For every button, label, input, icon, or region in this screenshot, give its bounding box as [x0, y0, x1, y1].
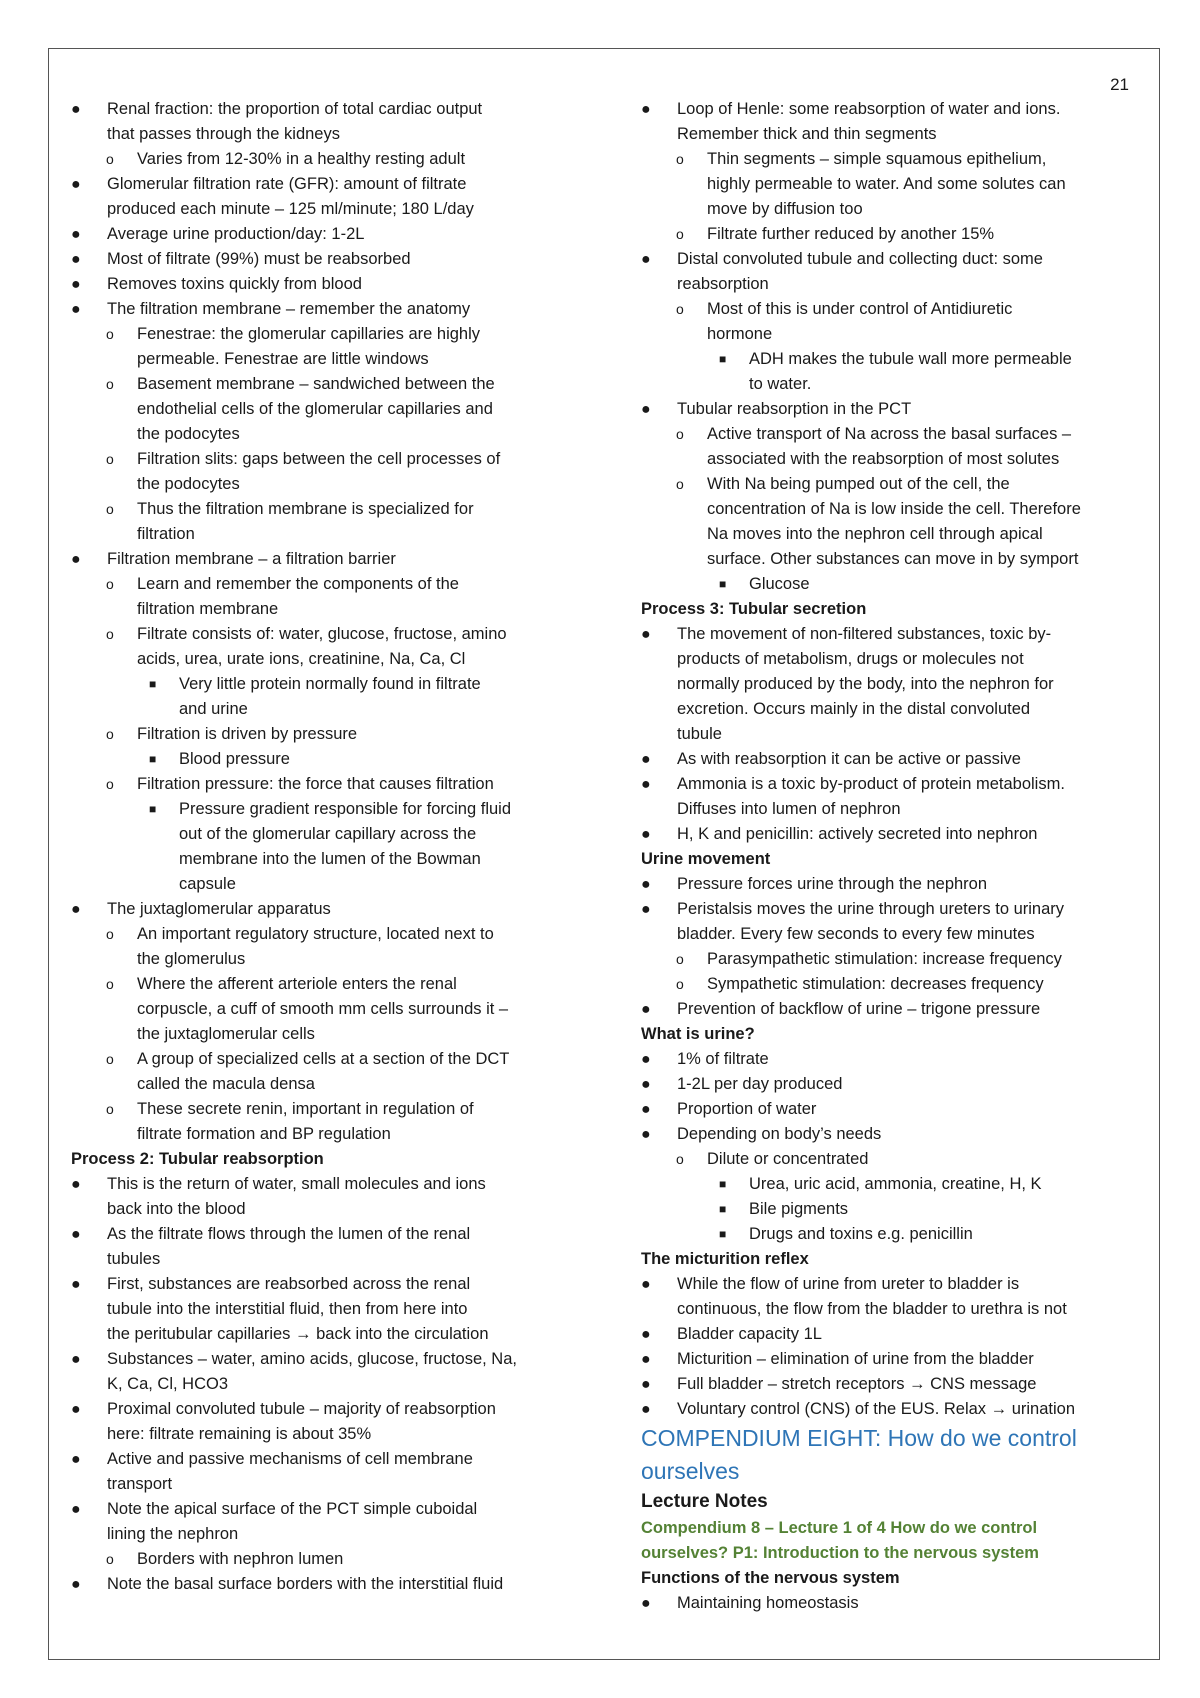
list-item [71, 447, 571, 497]
list-item-line: corpuscle, a cuff of smooth mm cells surrounds it – [137, 1000, 509, 1018]
list-item [71, 1272, 571, 1347]
list-item [71, 772, 571, 797]
list-item-line: to water. [749, 375, 812, 393]
list-item [641, 472, 1141, 572]
list-item-line: that passes through the kidneys [107, 125, 340, 143]
list-item [71, 797, 571, 897]
list-item [71, 1047, 571, 1097]
list-item-line: Micturition – elimination of urine from the bladder [677, 1350, 1034, 1368]
circle-bullet-icon: o [106, 926, 114, 942]
list-item [641, 1097, 1141, 1122]
bullet-icon: ● [71, 176, 81, 193]
list-item-line: Pressure forces urine through the nephron [677, 875, 988, 893]
list-item [641, 297, 1141, 347]
circle-bullet-icon: o [106, 626, 114, 642]
list-item [641, 347, 1141, 397]
list-item-line: Thin segments – simple squamous epithelium, [707, 150, 1047, 168]
list-item-line: here: filtrate remaining is about 35% [107, 1425, 372, 1443]
bullet-icon: ● [641, 1326, 651, 1343]
list-item-line: Filtration membrane – a filtration barrier [107, 550, 396, 568]
list-item [71, 572, 571, 622]
list-item-line: Maintaining homeostasis [677, 1594, 859, 1612]
list-item-line: Removes toxins quickly from blood [107, 275, 362, 293]
list-item-line: Tubular reabsorption in the PCT [677, 400, 912, 418]
compendium-title: COMPENDIUM EIGHT: How do we control [641, 1425, 1077, 1451]
section-heading: Urine movement [641, 850, 771, 868]
list-item-line: Bladder capacity 1L [677, 1325, 822, 1343]
list-item-line: normally produced by the body, into the nephron for [677, 675, 1054, 693]
bullet-icon: ● [641, 826, 651, 843]
section-heading: Process 3: Tubular secretion [641, 600, 867, 618]
list-item-line: back into the blood [107, 1200, 246, 1218]
section-heading: What is urine? [641, 1025, 755, 1043]
list-item [641, 1322, 1141, 1347]
list-item-line: 1-2L per day produced [677, 1075, 843, 1093]
list-item [641, 972, 1141, 997]
list-item [641, 772, 1141, 822]
list-item [71, 1447, 571, 1497]
lecture-heading: Compendium 8 – Lecture 1 of 4 How do we control [641, 1519, 1038, 1537]
circle-bullet-icon: o [676, 476, 684, 492]
left-column [71, 97, 571, 1597]
list-item [71, 1347, 571, 1397]
bullet-icon: ● [71, 301, 81, 318]
list-item-line: reabsorption [677, 275, 769, 293]
list-item [641, 147, 1141, 222]
list-item [71, 372, 571, 447]
list-item [641, 997, 1141, 1022]
page-number: 21 [1110, 75, 1129, 94]
circle-bullet-icon: o [676, 951, 684, 967]
list-item-line: Loop of Henle: some reabsorption of water and ions. [677, 100, 1061, 118]
list-item-line: The juxtaglomerular apparatus [107, 900, 331, 918]
circle-bullet-icon: o [106, 501, 114, 517]
bullet-icon: ● [641, 401, 651, 418]
list-item-line: Most of this is under control of Antidiuretic [707, 300, 1013, 318]
list-item-line: tubules [107, 1250, 161, 1268]
list-item-line: Bile pigments [749, 1200, 849, 1218]
list-item-line: endothelial cells of the glomerular capillaries and [137, 400, 493, 418]
list-item [641, 1047, 1141, 1072]
list-item [641, 1222, 1141, 1247]
list-item-line: membrane into the lumen of the Bowman [179, 850, 481, 868]
list-item [641, 872, 1141, 897]
list-item [71, 147, 571, 172]
circle-bullet-icon: o [676, 301, 684, 317]
list-item [71, 97, 571, 147]
list-item-line: As with reabsorption it can be active or passive [677, 750, 1021, 768]
list-item-line: and urine [179, 700, 248, 718]
compendium-title: ourselves [641, 1458, 740, 1484]
list-item-line: surface. Other substances can move in by symport [707, 550, 1079, 568]
list-item-line: the peritubular capillaries → back into the circulation [107, 1325, 489, 1343]
list-item [71, 972, 571, 1047]
list-item [641, 1272, 1141, 1322]
bullet-icon: ● [641, 251, 651, 268]
list-item [71, 247, 571, 272]
list-item-line: lining the nephron [107, 1525, 239, 1543]
list-item-line: highly permeable to water. And some solutes can [707, 175, 1066, 193]
list-item [641, 1347, 1141, 1372]
list-item [71, 1097, 571, 1147]
section-heading: Functions of the nervous system [641, 1569, 900, 1587]
list-item-line: Proximal convoluted tubule – majority of reabsorption [107, 1400, 496, 1418]
list-item [71, 1572, 571, 1597]
list-item-line: the glomerulus [137, 950, 246, 968]
list-item [641, 1122, 1141, 1147]
list-item [71, 1497, 571, 1547]
list-item-line: the juxtaglomerular cells [137, 1025, 315, 1043]
circle-bullet-icon: o [676, 976, 684, 992]
list-item-line: called the macula densa [137, 1075, 315, 1093]
list-item-line: The movement of non-filtered substances, toxic by- [677, 625, 1052, 643]
list-item-line: H, K and penicillin: actively secreted into nephron [677, 825, 1038, 843]
circle-bullet-icon: o [106, 326, 114, 342]
bullet-icon: ● [71, 1501, 81, 1518]
list-item-line: Thus the filtration membrane is specialized for [137, 500, 474, 518]
list-item-line: Very little protein normally found in filtrate [179, 675, 481, 693]
list-item [641, 822, 1141, 847]
list-item [71, 1172, 571, 1222]
list-item [641, 1197, 1141, 1222]
bullet-icon: ● [71, 1226, 81, 1243]
list-item-line: move by diffusion too [707, 200, 863, 218]
list-item-line: Filtration slits: gaps between the cell processes of [137, 450, 501, 468]
bullet-icon: ● [641, 1101, 651, 1118]
list-item-line: Na moves into the nephron cell through apical [707, 525, 1043, 543]
list-item-line: bladder. Every few seconds to every few minutes [677, 925, 1035, 943]
list-item-line: An important regulatory structure, located next to [137, 925, 494, 943]
list-item [641, 947, 1141, 972]
square-bullet-icon: ■ [719, 1227, 727, 1241]
circle-bullet-icon: o [106, 1551, 114, 1567]
bullet-icon: ● [641, 901, 651, 918]
list-item-line: Depending on body’s needs [677, 1125, 882, 1143]
bullet-icon: ● [641, 101, 651, 118]
list-item-line: This is the return of water, small molecules and ions [107, 1175, 486, 1193]
bullet-icon: ● [641, 1276, 651, 1293]
list-item-line: produced each minute – 125 ml/minute; 180 L/day [107, 200, 474, 218]
circle-bullet-icon: o [106, 576, 114, 592]
list-item [641, 247, 1141, 297]
list-item-line: Most of filtrate (99%) must be reabsorbed [107, 250, 411, 268]
list-item [641, 422, 1141, 472]
list-item [71, 222, 571, 247]
list-item-line: out of the glomerular capillary across the [179, 825, 477, 843]
section-heading: Process 2: Tubular reabsorption [71, 1150, 324, 1168]
list-item-line: Glucose [749, 575, 810, 593]
section-heading: The micturition reflex [641, 1250, 809, 1268]
list-item-line: the podocytes [137, 475, 240, 493]
list-item-line: excretion. Occurs mainly in the distal convoluted [677, 700, 1031, 718]
list-item-line: Note the apical surface of the PCT simple cuboidal [107, 1500, 478, 1518]
bullet-icon: ● [641, 1595, 651, 1612]
list-item-line: Borders with nephron lumen [137, 1550, 344, 1568]
bullet-icon: ● [71, 551, 81, 568]
list-item [641, 622, 1141, 747]
bullet-icon: ● [641, 751, 651, 768]
list-item [641, 1172, 1141, 1197]
list-item-line: Remember thick and thin segments [677, 125, 937, 143]
list-item-line: Prevention of backflow of urine – trigone pressure [677, 1000, 1041, 1018]
list-item-line: Ammonia is a toxic by-product of protein metabolism. [677, 775, 1065, 793]
list-item-line: filtration membrane [137, 600, 279, 618]
square-bullet-icon: ■ [719, 1177, 727, 1191]
list-item-line: Sympathetic stimulation: decreases frequency [707, 975, 1044, 993]
list-item [641, 1591, 1141, 1616]
square-bullet-icon: ■ [149, 677, 157, 691]
list-item-line: associated with the reabsorption of most solutes [707, 450, 1060, 468]
section-title: Lecture Notes [641, 1491, 768, 1512]
list-item-line: Urea, uric acid, ammonia, creatine, H, K [749, 1175, 1042, 1193]
list-item [641, 1372, 1141, 1397]
list-item-line: Distal convoluted tubule and collecting duct: some [677, 250, 1043, 268]
list-item-line: acids, urea, urate ions, creatinine, Na, Ca, Cl [137, 650, 466, 668]
circle-bullet-icon: o [106, 376, 114, 392]
list-item [641, 572, 1141, 597]
circle-bullet-icon: o [106, 776, 114, 792]
list-item [641, 897, 1141, 947]
list-item-line: Pressure gradient responsible for forcing fluid [179, 800, 512, 818]
list-item-line: Basement membrane – sandwiched between the [137, 375, 495, 393]
circle-bullet-icon: o [106, 1051, 114, 1067]
list-item [71, 1547, 571, 1572]
bullet-icon: ● [641, 1001, 651, 1018]
list-item [71, 547, 571, 572]
list-item [71, 172, 571, 222]
square-bullet-icon: ■ [719, 577, 727, 591]
list-item-line: First, substances are reabsorbed across the renal [107, 1275, 471, 1293]
circle-bullet-icon: o [676, 226, 684, 242]
list-item-line: 1% of filtrate [677, 1050, 769, 1068]
list-item [71, 1222, 571, 1272]
list-item-line: With Na being pumped out of the cell, the [707, 475, 1010, 493]
bullet-icon: ● [71, 226, 81, 243]
list-item-line: Filtrate consists of: water, glucose, fructose, amino [137, 625, 507, 643]
list-item-line: Active transport of Na across the basal surfaces – [707, 425, 1072, 443]
list-item-line: Filtrate further reduced by another 15% [707, 225, 995, 243]
list-item-line: Dilute or concentrated [707, 1150, 869, 1168]
list-item-line: filtrate formation and BP regulation [137, 1125, 391, 1143]
list-item-line: Diffuses into lumen of nephron [677, 800, 901, 818]
list-item-line: the podocytes [137, 425, 240, 443]
circle-bullet-icon: o [676, 1151, 684, 1167]
list-item [71, 272, 571, 297]
list-item [641, 222, 1141, 247]
bullet-icon: ● [71, 1351, 81, 1368]
bullet-icon: ● [71, 276, 81, 293]
circle-bullet-icon: o [106, 1101, 114, 1117]
circle-bullet-icon: o [676, 151, 684, 167]
list-item-line: Full bladder – stretch receptors → CNS message [677, 1375, 1037, 1393]
lecture-heading: ourselves? P1: Introduction to the nervous system [641, 1544, 1039, 1562]
square-bullet-icon: ■ [149, 802, 157, 816]
list-item-line: permeable. Fenestrae are little windows [137, 350, 429, 368]
list-item-line: concentration of Na is low inside the cell. Therefore [707, 500, 1081, 518]
list-item-line: tubule into the interstitial fluid, then from here into [107, 1300, 468, 1318]
list-item-line: Drugs and toxins e.g. penicillin [749, 1225, 973, 1243]
list-item [641, 397, 1141, 422]
list-item-line: Fenestrae: the glomerular capillaries are highly [137, 325, 481, 343]
bullet-icon: ● [71, 251, 81, 268]
list-item [71, 747, 571, 772]
bullet-icon: ● [641, 1401, 651, 1418]
circle-bullet-icon: o [106, 451, 114, 467]
square-bullet-icon: ■ [719, 1202, 727, 1216]
square-bullet-icon: ■ [149, 752, 157, 766]
bullet-icon: ● [641, 1351, 651, 1368]
list-item-line: K, Ca, Cl, HCO3 [107, 1375, 229, 1393]
list-item-line: Voluntary control (CNS) of the EUS. Relax → urination [677, 1400, 1076, 1418]
list-item [71, 322, 571, 372]
list-item-line: products of metabolism, drugs or molecules not [677, 650, 1024, 668]
document-page [48, 48, 1160, 1660]
circle-bullet-icon: o [106, 976, 114, 992]
list-item-line: Filtration pressure: the force that causes filtration [137, 775, 494, 793]
list-item [71, 922, 571, 972]
bullet-icon: ● [71, 1401, 81, 1418]
list-item-line: Filtration is driven by pressure [137, 725, 358, 743]
list-item-line: hormone [707, 325, 773, 343]
bullet-icon: ● [71, 1451, 81, 1468]
list-item [641, 1147, 1141, 1172]
circle-bullet-icon: o [676, 426, 684, 442]
list-item-line: tubule [677, 725, 722, 743]
list-item-line: Active and passive mechanisms of cell membrane [107, 1450, 473, 1468]
bullet-icon: ● [641, 626, 651, 643]
list-item-line: These secrete renin, important in regulation of [137, 1100, 474, 1118]
list-item [641, 1072, 1141, 1097]
square-bullet-icon: ■ [719, 352, 727, 366]
bullet-icon: ● [71, 1576, 81, 1593]
list-item-line: Varies from 12-30% in a healthy resting adult [137, 150, 466, 168]
list-item-line: Blood pressure [179, 750, 290, 768]
list-item-line: ADH makes the tubule wall more permeable [749, 350, 1072, 368]
list-item [641, 1397, 1141, 1422]
list-item-line: Note the basal surface borders with the interstitial fluid [107, 1575, 504, 1593]
list-item-line: Where the afferent arteriole enters the renal [137, 975, 457, 993]
bullet-icon: ● [71, 1276, 81, 1293]
list-item-line: Learn and remember the components of the [137, 575, 459, 593]
bullet-icon: ● [71, 1176, 81, 1193]
list-item-line: Peristalsis moves the urine through ureters to urinary [677, 900, 1065, 918]
list-item-line: As the filtrate flows through the lumen of the renal [107, 1225, 471, 1243]
list-item-line: Substances – water, amino acids, glucose, fructose, Na, [107, 1350, 517, 1368]
list-item-line: Renal fraction: the proportion of total cardiac output [107, 100, 483, 118]
bullet-icon: ● [641, 1376, 651, 1393]
list-item-line: Average urine production/day: 1-2L [107, 225, 365, 243]
list-item-line: filtration [137, 525, 195, 543]
bullet-icon: ● [71, 101, 81, 118]
list-item-line: transport [107, 1475, 173, 1493]
list-item [71, 297, 571, 322]
list-item [641, 747, 1141, 772]
bullet-icon: ● [641, 1051, 651, 1068]
list-item [71, 497, 571, 547]
list-item [71, 722, 571, 747]
list-item [71, 622, 571, 672]
circle-bullet-icon: o [106, 726, 114, 742]
bullet-icon: ● [641, 1076, 651, 1093]
bullet-icon: ● [641, 876, 651, 893]
bullet-icon: ● [641, 776, 651, 793]
list-item-line: Parasympathetic stimulation: increase frequency [707, 950, 1062, 968]
list-item-line: continuous, the flow from the bladder to urethra is not [677, 1300, 1067, 1318]
list-item-line: The filtration membrane – remember the anatomy [107, 300, 471, 318]
bullet-icon: ● [71, 901, 81, 918]
bullet-icon: ● [641, 1126, 651, 1143]
list-item [641, 97, 1141, 147]
list-item [71, 1397, 571, 1447]
list-item-line: capsule [179, 875, 236, 893]
list-item-line: While the flow of urine from ureter to bladder is [677, 1275, 1020, 1293]
list-item-line: A group of specialized cells at a section of the DCT [137, 1050, 510, 1068]
list-item-line: Glomerular filtration rate (GFR): amount of filtrate [107, 175, 467, 193]
list-item-line: Proportion of water [677, 1100, 817, 1118]
list-item [71, 672, 571, 722]
circle-bullet-icon: o [106, 151, 114, 167]
list-item [71, 897, 571, 922]
right-column [641, 97, 1141, 1616]
